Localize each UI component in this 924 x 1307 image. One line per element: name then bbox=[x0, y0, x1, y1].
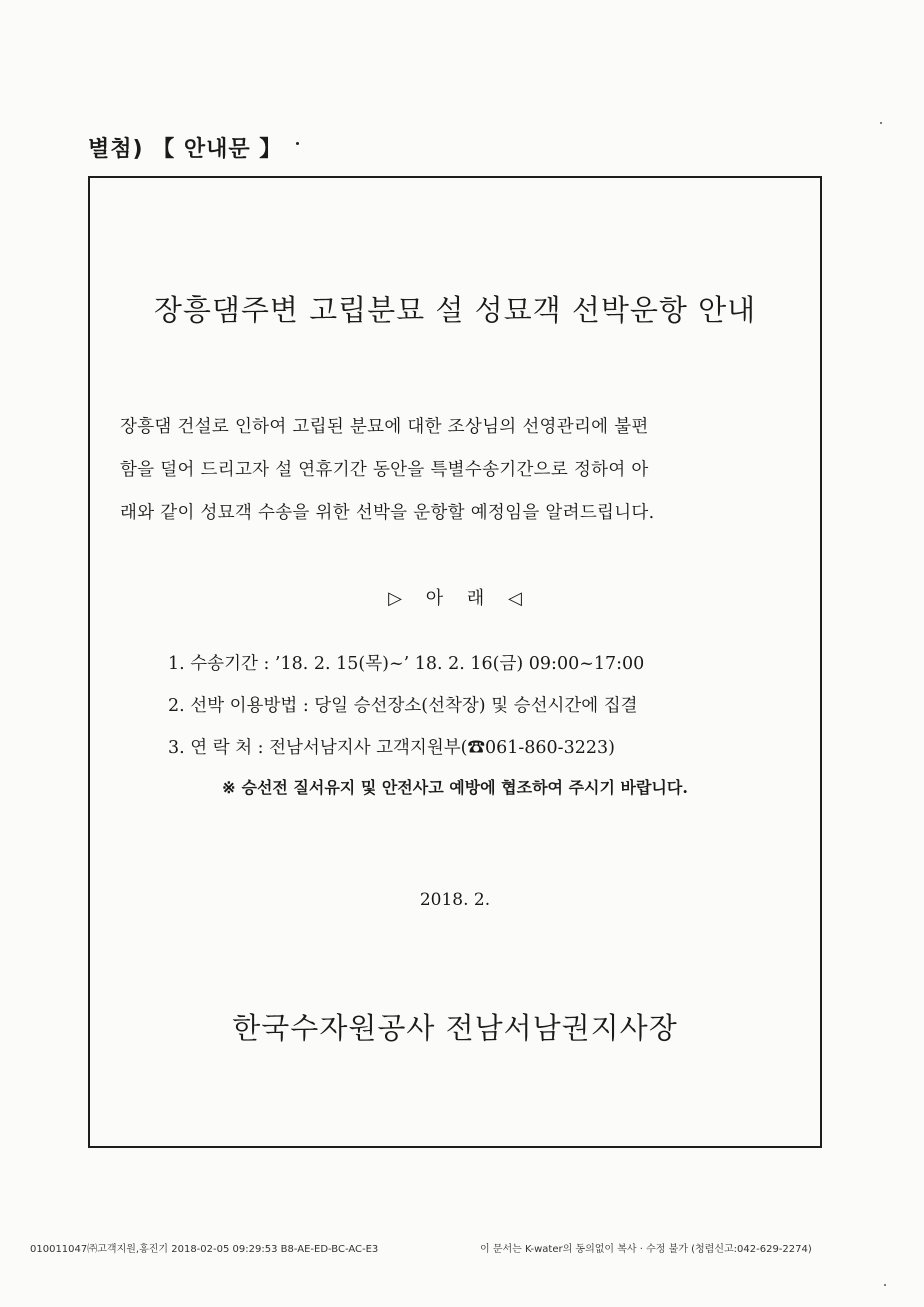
scan-mark bbox=[296, 142, 299, 145]
item-boarding-method: 2. 선박 이용방법 : 당일 승선장소(선착장) 및 승선시간에 집결 bbox=[168, 696, 638, 716]
attachment-label: 별첨) 【 안내문 】 bbox=[88, 137, 283, 162]
footer-copy-notice: 이 문서는 K-water의 동의없이 복사 · 수정 불가 (청렴신고:042-629-2274) bbox=[480, 1244, 812, 1255]
reference-mark-icon: ※ bbox=[222, 778, 236, 797]
notice-frame bbox=[88, 176, 822, 1148]
safety-note-text: 승선전 질서유지 및 안전사고 예방에 협조하여 주시기 바랍니다. bbox=[241, 778, 688, 797]
scan-speck bbox=[880, 122, 882, 124]
intro-paragraph bbox=[120, 406, 796, 535]
notice-title: 장흥댐주변 고립분묘 설 성묘객 선박운항 안내 bbox=[153, 293, 757, 327]
scan-speck bbox=[884, 1284, 886, 1286]
intro-line: 장흥댐 건설로 인하여 고립된 분묘에 대한 조상님의 선영관리에 불편 bbox=[120, 417, 649, 437]
safety-note bbox=[90, 775, 820, 798]
footer-print-info: 010011047㈜고객지원,홍진기 2018-02-05 09:29:53 B8-AE-ED-BC-AC-E3 bbox=[30, 1244, 379, 1255]
intro-line: 함을 덜어 드리고자 설 연휴기간 동안을 특별수송기간으로 정하여 아 bbox=[120, 460, 649, 480]
section-heading: ▷ 아 래 ◁ bbox=[388, 588, 522, 609]
item-contact: 3. 연 락 처 : 전남서남지사 고객지원부(☎061-860-3223) bbox=[168, 738, 615, 758]
issue-date: 2018. 2. bbox=[419, 890, 491, 910]
issuer-name: 한국수자원공사 전남서남권지사장 bbox=[232, 1011, 678, 1045]
intro-line: 래와 같이 성묘객 수송을 위한 선박을 운항할 예정임을 알려드립니다. bbox=[120, 503, 655, 523]
item-transport-period: 1. 수송기간 : ’18. 2. 15(목)~’ 18. 2. 16(금) 09:00~17:00 bbox=[168, 654, 645, 674]
